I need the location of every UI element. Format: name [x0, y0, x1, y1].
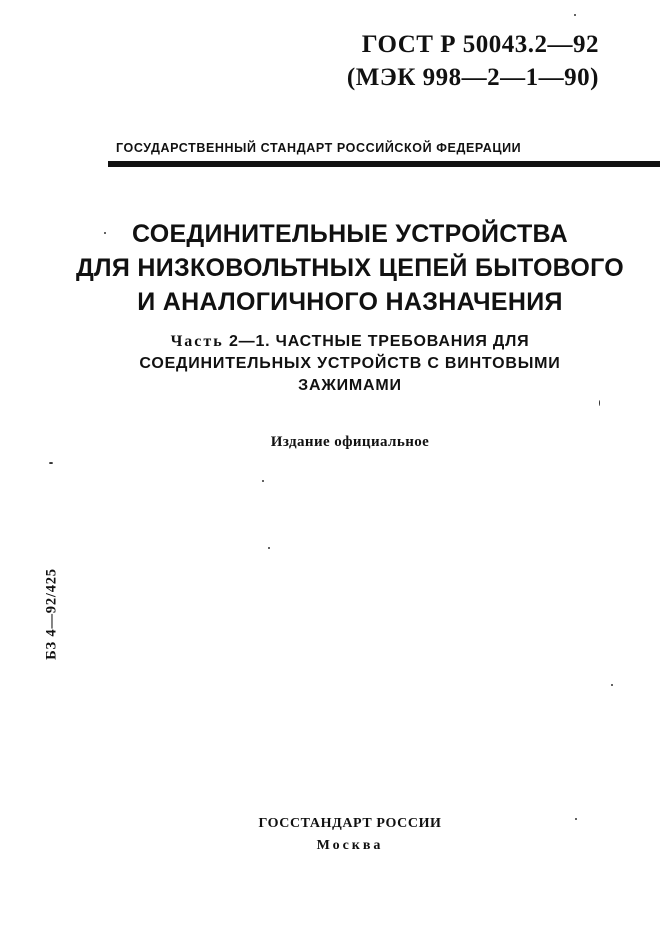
- title-line-2: ДЛЯ НИЗКОВОЛЬТНЫХ ЦЕПЕЙ БЫТОВОГО: [75, 254, 625, 282]
- scan-speck: [104, 232, 106, 234]
- part-line-1-rest: 2—1. ЧАСТНЫЕ ТРЕБОВАНИЯ ДЛЯ: [228, 333, 530, 350]
- main-title: [40, 217, 660, 319]
- publisher-city: Москва: [316, 838, 384, 853]
- title-line-1: СОЕДИНИТЕЛЬНЫЕ УСТРОЙСТВА: [131, 220, 569, 248]
- part-title: [40, 331, 660, 397]
- part-line-1: [40, 331, 660, 353]
- scan-speck: [262, 480, 264, 482]
- gost-number: ГОСТ Р 50043.2—92: [361, 31, 599, 58]
- part-line-3: ЗАЖИМАМИ: [298, 377, 402, 394]
- publisher: [40, 813, 660, 857]
- scan-speck: [49, 462, 53, 464]
- header-rule: [108, 161, 660, 167]
- scan-speck: [611, 684, 613, 686]
- document-number: [347, 28, 599, 94]
- iec-number: (МЭК 998—2—1—90): [346, 64, 599, 91]
- title-line-3: И АНАЛОГИЧНОГО НАЗНАЧЕНИЯ: [137, 288, 563, 316]
- edition-label: Издание официальное: [270, 434, 430, 450]
- standard-header: ГОСУДАРСТВЕННЫЙ СТАНДАРТ РОССИЙСКОЙ ФЕДЕРАЦИИ: [116, 141, 522, 155]
- scan-speck: [575, 818, 577, 820]
- side-code-text: БЗ 4—92/425: [43, 568, 60, 660]
- publisher-name: ГОССТАНДАРТ РОССИИ: [258, 816, 442, 831]
- scan-speck: [574, 14, 576, 16]
- scan-speck: [599, 400, 600, 406]
- part-prefix: Часть: [170, 333, 224, 350]
- scan-speck: [268, 547, 270, 549]
- part-line-2: СОЕДИНИТЕЛЬНЫХ УСТРОЙСТВ С ВИНТОВЫМИ: [139, 355, 561, 372]
